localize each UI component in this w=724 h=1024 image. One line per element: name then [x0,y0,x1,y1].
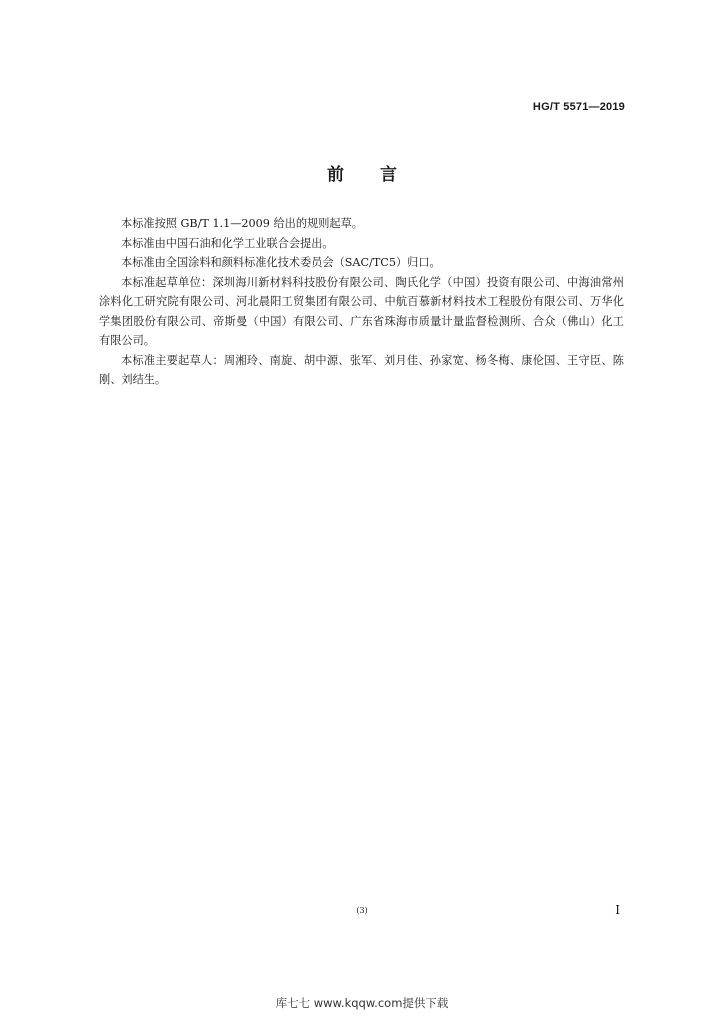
paragraph-drafting-units: 本标准起草单位：深圳海川新材料科技股份有限公司、陶氏化学（中国）投资有限公司、中海油常州涂料化工研究院有限公司、河北晨阳工贸集团有限公司、中航百慕新材料技术工程股份有限公司、万华化学集团股份有限公司、帝斯曼（中国）有限公司、广东省珠海市质量计量监督检测所、合众（佛山）化工有限公司。 [99,275,624,347]
paragraph-drafters: 本标准主要起草人：周湘玲、南旋、胡中源、张军、刘月佳、孙家宽、杨冬梅、康伦国、王守臣、陈刚、刘结生。 [99,353,624,386]
page-number: I [615,903,620,917]
download-watermark: 库七七 www.kqqw.com提供下载 [275,996,449,1010]
footer-code: (3) [356,906,368,915]
paragraph-drafting-rules: 本标准按照 GB/T 1.1—2009 给出的规则起草。 [121,217,363,230]
paragraph-centralized-unit: 本标准由全国涂料和颜料标准化技术委员会（SAC/TC5）归口。 [121,256,441,269]
paragraph-proposer: 本标准由中国石油和化学工业联合会提出。 [121,236,334,250]
foreword-body [99,214,624,390]
page-title: 前言 [327,165,433,185]
standard-number: HG/T 5571—2019 [532,101,625,113]
